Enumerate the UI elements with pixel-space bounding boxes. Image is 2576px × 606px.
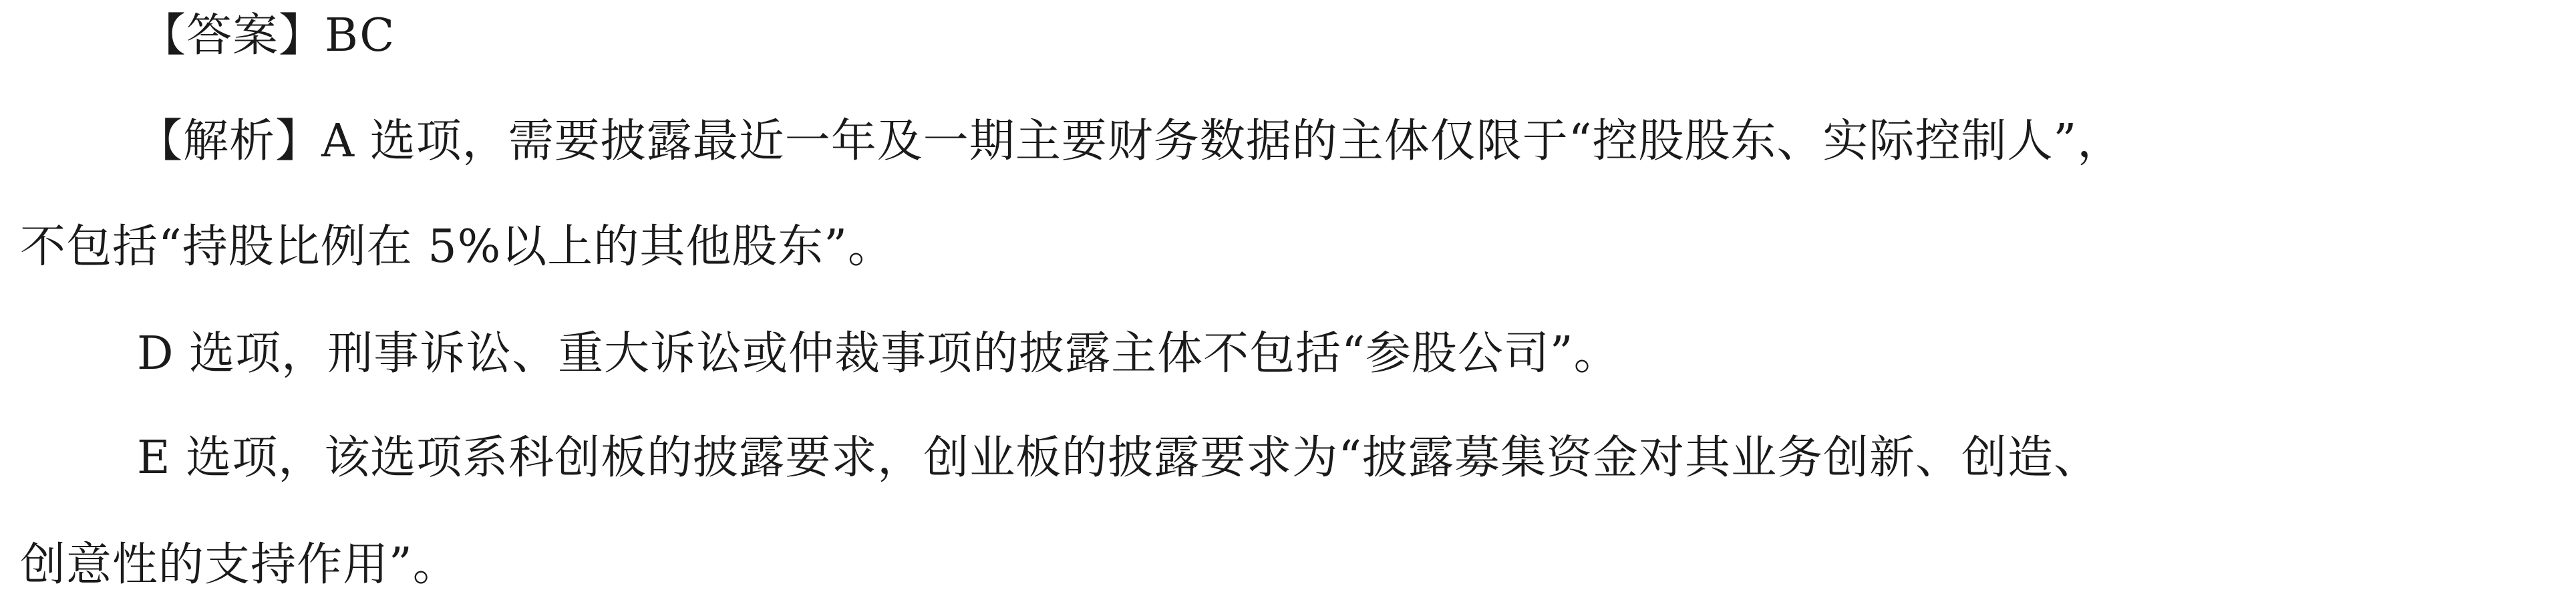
analysis-option-e-line1: E 选项，该选项系科创板的披露要求，创业板的披露要求为“披露募集资金对其业务创新、创造、 bbox=[137, 432, 2100, 484]
analysis-line-a bbox=[137, 108, 2123, 175]
answer-line bbox=[140, 3, 395, 69]
answer-value: BC bbox=[325, 9, 395, 62]
analysis-option-a-line2: 不包括“持股比例在 5%以上的其他股东”。 bbox=[20, 220, 895, 273]
analysis-option-e-line2: 创意性的支持作用”。 bbox=[20, 539, 459, 591]
answer-label: 【答案】 bbox=[140, 9, 325, 62]
analysis-option-d: D 选项，刑事诉讼、重大诉讼或仲裁事项的披露主体不包括“参股公司”。 bbox=[137, 327, 1620, 380]
analysis-option-a-line1: A 选项，需要披露最近一年及一期主要财务数据的主体仅限于“控股股东、实际控制人”， bbox=[321, 115, 2124, 168]
analysis-label: 【解析】 bbox=[137, 115, 322, 168]
